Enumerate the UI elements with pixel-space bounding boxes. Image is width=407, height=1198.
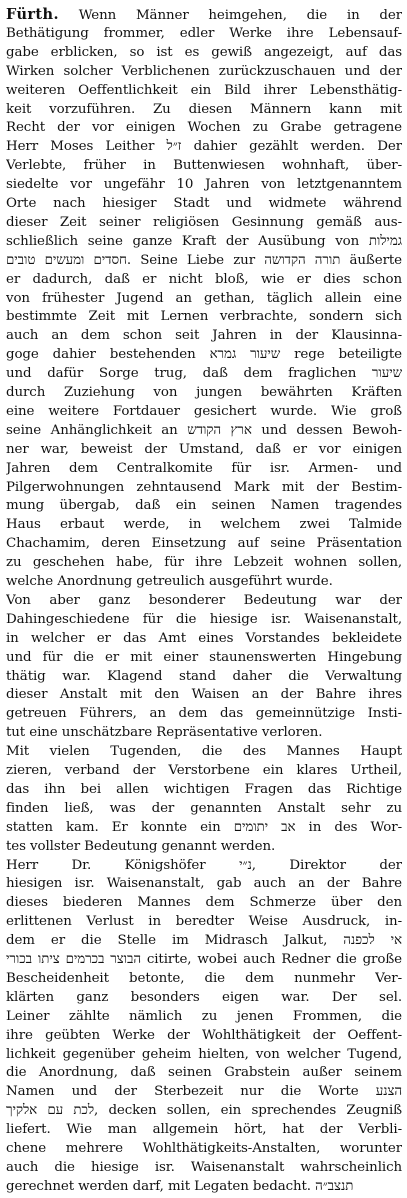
text-line: [6, 1176, 402, 1198]
line-text: Pilgerwohnungen zehntausend Mark mit der Bestim-: [6, 479, 402, 495]
line-text: siedelte vor ungefähr 10 Jahren von letztgenanntem: [6, 177, 402, 193]
line-text: Bescheidenheit betonte, die dem nunmehr Ver-: [6, 970, 402, 986]
line-text: dem er die Stelle im Midrasch Jalkut, אי לכפנה: [6, 933, 402, 949]
line-text: Namen und der Sterbezeit nur die Worte הצנע: [6, 1084, 402, 1100]
line-text: חסדים ומעשים טובים. Seine Liebe zur תורה הקדושה äußerte: [6, 252, 402, 268]
line-text: dieser Zeit seiner religiösen Gesinnung gemäß aus-: [6, 214, 402, 230]
line-text: Leiner zählte nämlich zu jenen Frommen, die: [6, 1008, 402, 1024]
line-text: Chachamim, deren Einsetzung auf seine Präsentation: [6, 536, 402, 552]
line-text: Haus erbaut werde, in welchem zwei Talmide: [6, 517, 402, 533]
line-text: לכת עם אלקיך, decken sollen, ein sprechendes Zeugniß: [6, 1103, 402, 1119]
line-text: keit vorzuführen. Zu diesen Männern kann mit: [6, 101, 402, 117]
line-text: auch die hiesige isr. Waisenanstalt wahrscheinlich: [6, 1159, 402, 1175]
line-text: Herr Moses Leither ז״ל dahier gezählt werden. Der: [6, 139, 402, 155]
line-text: Recht der vor einigen Wochen zu Grabe getragene: [6, 120, 402, 136]
line-text: und dafür Sorge trug, daß dem fraglichen שיעור: [6, 366, 402, 382]
line-text: liefert. Wie man allgemein hört, hat der Verbli-: [6, 1122, 402, 1138]
line-text: in welcher er das Amt eines Vorstandes bekleidete: [6, 630, 402, 646]
line-text: dieses biederen Mannes dem Schmerze über den: [6, 895, 402, 911]
line-text: getreuen Führers, an dem das gemeinnützige Insti-: [6, 706, 402, 722]
line-text: statten kam. Er konnte ein אב יתומים in des Wor-: [6, 819, 402, 835]
line-text: Verlebte, früher in Buttenwiesen wohnhaft, über-: [6, 158, 402, 174]
line-text: chene mehrere Wohlthätigkeits-Anstalten, worunter: [6, 1141, 402, 1156]
line-text: von frühester Jugend an gethan, täglich allein eine: [6, 290, 402, 306]
line-text: Von aber ganz besonderer Bedeutung war der: [6, 592, 402, 608]
line-text: dieser Anstalt mit den Waisen an der Bahre ihres: [6, 687, 402, 703]
line-text: Orte nach hiesiger Stadt und widmete während: [6, 196, 402, 211]
line-text: hiesigen isr. Waisenanstalt, gab auch an der Bahre: [6, 876, 402, 892]
line-text: die Anordnung, daß seinen Grabstein außer seinem: [6, 1065, 402, 1081]
line-text: Herr Dr. Königshöfer נ״י, Direktor der: [6, 857, 402, 873]
line-text: finden ließ, was der genannten Anstalt sehr zu: [6, 800, 402, 816]
line-text: gabe erblicken, so ist es gewiß angezeigt, auf das: [6, 44, 402, 60]
line-text: gerechnet werden darf, mit Legaten bedacht. תנצב״ה: [6, 1178, 354, 1194]
line-text: tut eine unschätzbare Repräsentative verloren.: [6, 725, 323, 741]
line-text: tes vollster Bedeutung genannt werden.: [6, 838, 276, 854]
line-text: auch an dem schon seit Jahren in der Klausinna-: [6, 328, 402, 344]
line-text: thätig war. Klagend stand daher die Verwaltung: [6, 668, 402, 684]
line-text: Dahingeschiedene für die hiesige isr. Waisenanstalt,: [6, 611, 402, 627]
line-text: mung übergab, daß ein seinen Namen tragendes: [6, 498, 402, 514]
line-text: lichkeit gegenüber geheim hielten, von welcher Tugend,: [6, 1046, 402, 1062]
line-text: Wirken solcher Verblichenen zurückzuschauen und der: [6, 63, 402, 79]
line-text: Wenn Männer heimgehen, die in der: [78, 8, 402, 23]
place-heading: Fürth.: [6, 6, 59, 23]
line-text: weiteren Oeffentlichkeit ein Bild ihrer Lebensthätig-: [6, 82, 402, 98]
line-text: das ihn bei allen wichtigen Fragen das Richtige: [6, 781, 402, 797]
line-text: und für die er mit einer staunenswerten Hingebung: [6, 649, 402, 665]
line-text: klärten ganz besonders eigen war. Der sel.: [6, 989, 402, 1005]
line-text: seine Anhänglichkeit an ארץ הקודש und dessen Bewoh-: [6, 422, 402, 438]
line-text: eine weitere Fortdauer gesichert wurde. Wie groß: [6, 403, 402, 419]
line-text: welche Anordnung getreulich ausgeführt wurde.: [6, 574, 333, 589]
line-text: zieren, verband der Verstorbene ein klares Urtheil,: [6, 763, 402, 778]
line-text: durch Zuziehung von jungen bewährten Kräften: [6, 385, 402, 400]
line-text: Mit vielen Tugenden, die des Mannes Haupt: [6, 744, 402, 760]
line-text: הבוצר בכרמים ציתו בכורי citirte, wobei auch Redner die große: [6, 952, 402, 967]
line-text: bestimmte Zeit mit Lernen verbrachte, sondern sich: [6, 309, 402, 325]
line-text: er dadurch, daß er nicht bloß, wie er dies schon: [6, 271, 402, 287]
line-text: schließlich seine ganze Kraft der Ausübung von גמילות: [6, 233, 402, 249]
line-text: goge dahier bestehenden שיעור גמרא rege beteiligte: [6, 347, 402, 363]
line-text: ner war, beweist der Umstand, daß er vor einigen: [6, 441, 402, 457]
line-text: Jahren dem Centralkomite für isr. Armen- und: [6, 460, 402, 476]
line-text: erlittenen Verlust in beredter Weise Ausdruck, in-: [6, 914, 402, 930]
line-text: ihre geübten Werke der Wohlthätigkeit der Oeffent-: [6, 1027, 402, 1043]
line-text: Bethätigung frommer, edler Werke ihre Lebensauf-: [6, 25, 402, 41]
line-text: zu geschehen habe, für ihre Lebzeit wohnen sollen,: [6, 555, 402, 571]
